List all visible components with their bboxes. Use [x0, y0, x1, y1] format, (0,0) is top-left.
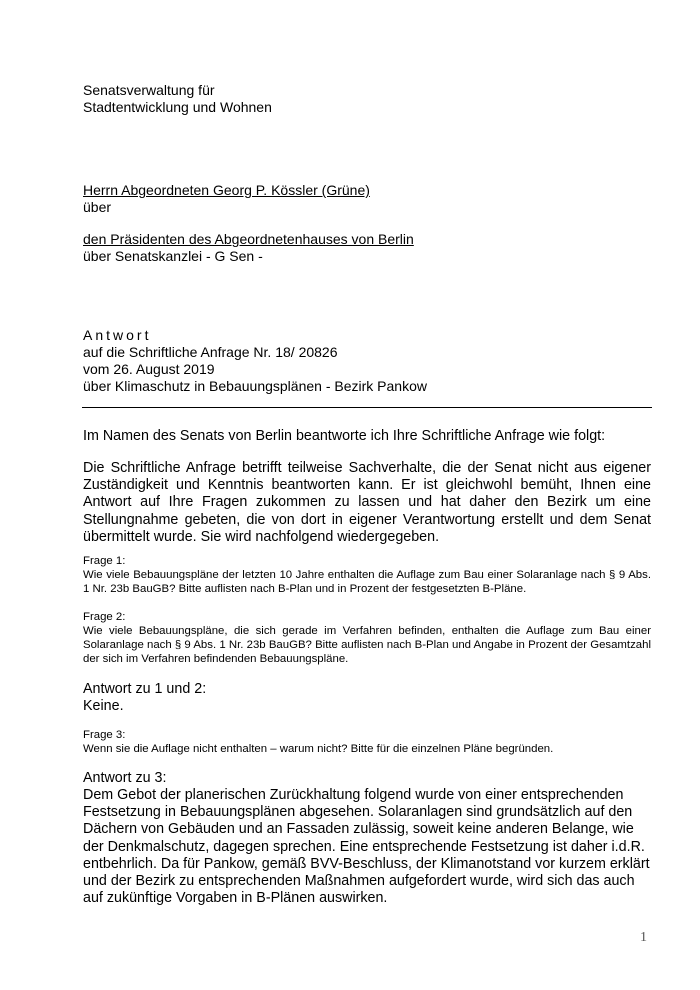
sender-line-1: Senatsverwaltung für: [83, 82, 215, 98]
answer-1-2-text: Keine.: [83, 698, 124, 714]
page-number: 1: [640, 930, 647, 945]
divider-rule: [82, 407, 652, 408]
sender-line-2: Stadtentwicklung und Wohnen: [83, 99, 272, 115]
answer-3-text: Dem Gebot der planerischen Zurückhaltung folgend wurde von einer entsprechenden Festsetzung in Bebauungsplänen abgesehen. Solaranlagen sind grundsätzlich auf den Dächern von Gebäuden und an Fassaden zulässig, soweit keine anderen Belange, wie der Denkmalschutz, dagegen sprechen. Eine entsprechende Festsetzung ist daher i.d.R. entbehrlich. Da für Pankow, gemäß BVV-Beschluss, der Klimanotstand vor kurzem erklärt und der Bezirk zu entsprechenden Maßnahmen aufgefordert wurde, wird sich das auch auf zukünftige Vorgaben in B-Plänen auswirken.: [83, 787, 650, 907]
recipient-via-2: über Senatskanzlei - G Sen -: [83, 248, 263, 264]
recipient-name: Herrn Abgeordneten Georg P. Kössler (Grüne): [83, 182, 370, 198]
question-1-text: Wie viele Bebauungspläne der letzten 10 Jahre enthalten die Auflage zum Bau einer Solaranlage nach § 9 Abs. 1 Nr. 23b BauGB? Bitte auflisten nach B-Plan und in Prozent der festgesetzten B-Pläne.: [83, 569, 651, 595]
recipient-president: den Präsidenten des Abgeordnetenhauses von Berlin: [83, 231, 414, 247]
question-2-label: Frage 2:: [83, 611, 126, 623]
subject-topic: über Klimaschutz in Bebauungsplänen - Bezirk Pankow: [83, 378, 427, 394]
answer-3-label: Antwort zu 3:: [83, 770, 167, 786]
question-3-label: Frage 3:: [83, 729, 126, 741]
intro-text: Im Namen des Senats von Berlin beantworte ich Ihre Schriftliche Anfrage wie folgt:: [83, 428, 606, 444]
subject-date: vom 26. August 2019: [83, 361, 215, 377]
question-1-label: Frage 1:: [83, 555, 126, 567]
question-2-text: Wie viele Bebauungspläne, die sich gerade im Verfahren befinden, enthalten die Auflage zum Bau einer Solaranlage nach § 9 Abs. 1 Nr. 23b BauGB? Bitte auflisten nach B-Plan und Angabe in Prozent der Gesamtzahl der sich im Verfahren befindenden Bebauungspläne.: [83, 625, 651, 665]
subject-inquiry: auf die Schriftliche Anfrage Nr. 18/ 20826: [83, 344, 338, 360]
answer-1-2-label: Antwort zu 1 und 2:: [83, 681, 207, 697]
question-3-text: Wenn sie die Auflage nicht enthalten – warum nicht? Bitte für die einzelnen Pläne begründen.: [83, 743, 554, 755]
preface-paragraph: Die Schriftliche Anfrage betrifft teilweise Sachverhalte, die der Senat nicht aus eigener Zuständigkeit und Kenntnis beantworten kann. Er ist gleichwohl bemüht, Ihnen eine Antwort auf Ihre Fragen zukommen zu lassen und hat daher den Bezirk um eine Stellungnahme gebeten, die von dort in eigener Verantwortung erstellt und dem Senat übermittelt wurde. Sie wird nachfolgend wiedergegeben.: [83, 460, 651, 545]
subject-title: Antwort: [83, 327, 152, 343]
recipient-via-1: über: [83, 199, 112, 215]
